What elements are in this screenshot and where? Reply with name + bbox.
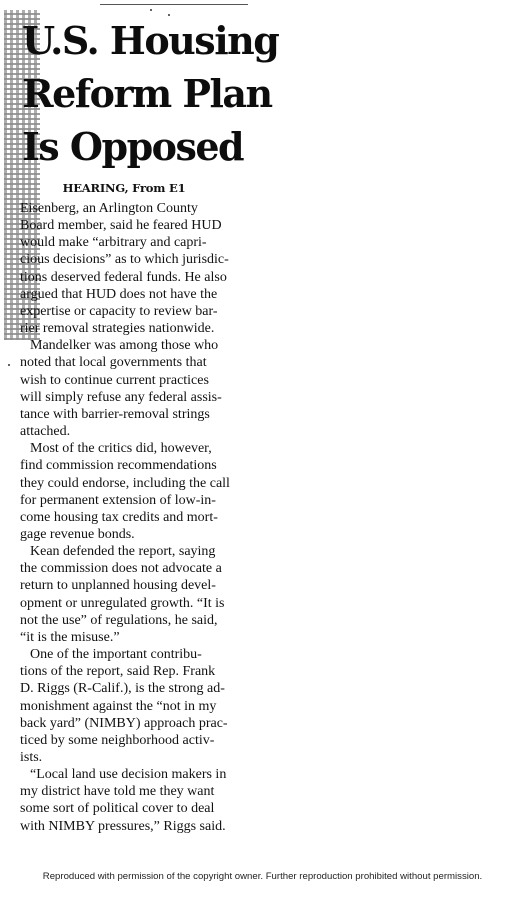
paragraph-1: Eisenberg, an Arlington County Board member, said he feared HUD would make “arbitrary and capri- cious decisions” as to which jurisdic- tions deserved federal funds. He also argued that HUD does not have the expertise or capacity to review bar- rier removal strategies nationwide. [20,201,229,337]
headline-line-2: Reform Plan [22,71,272,116]
paragraph-3: Most of the critics did, however, find commission recommendations they could endorse, including the call for permanent extension of low-in- come housing tax credits and mort- gage revenue bonds. [20,441,230,542]
paragraph-2: Mandelker was among those who noted that local governments that wish to continue current practices will simply refuse any federal assis- tance with barrier-removal strings attached. [20,338,222,440]
article-headline [22,14,279,173]
jump-line: HEARING, From E1 [62,181,186,195]
article-body [20,200,246,835]
top-rule [100,4,248,5]
reproduction-notice: Reproduced with permission of the copyright owner. Further reproduction prohibited without permission. [42,871,483,882]
paragraph-6: “Local land use decision makers in my district have told me they want some sort of political cover to deal with NIMBY pressures,” Riggs said. [20,767,227,834]
paragraph-5: One of the important contribu- tions of the report, said Rep. Frank D. Riggs (R-Calif.), is the strong ad- monishment against the “not in my back yard” (NIMBY) approach prac- ticed by some neighborhood activ- ists. [20,647,228,765]
scan-speck [150,9,152,11]
scan-speck [8,364,10,366]
headline-line-3: Is Opposed [22,124,244,169]
paragraph-4: Kean defended the report, saying the commission does not advocate a return to unplanned housing devel- opment or unregulated growth. “It is not the use” of regulations, he said, “it is the misuse.” [20,544,225,645]
headline-line-1: U.S. Housing [22,18,279,63]
